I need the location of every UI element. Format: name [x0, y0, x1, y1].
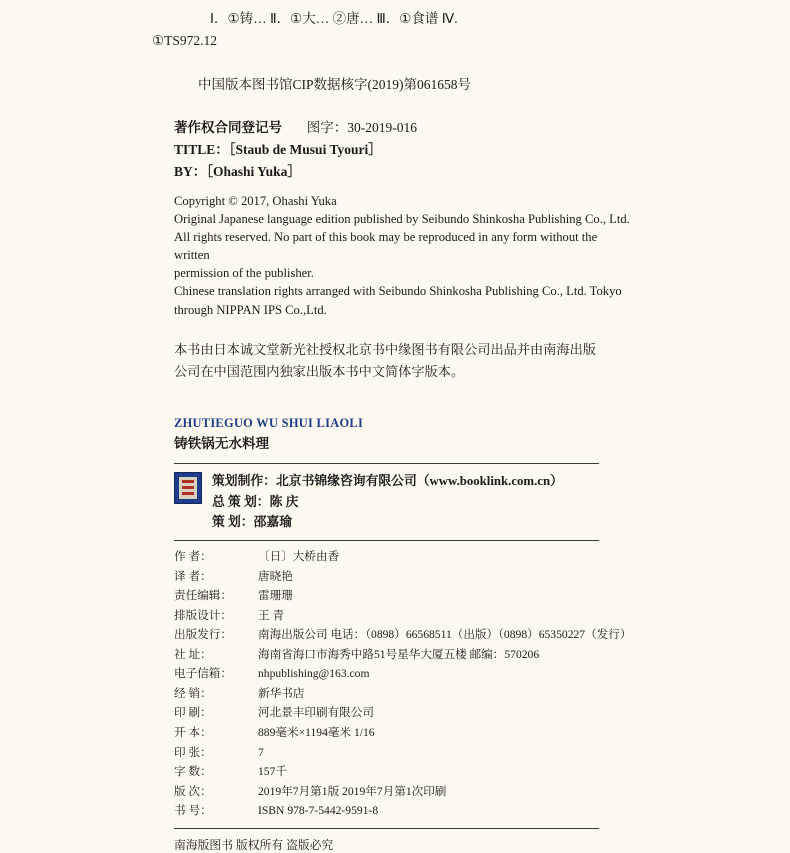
detail-label: 出版发行：	[174, 628, 232, 642]
detail-label: 印 刷：	[174, 706, 212, 720]
copyright-contract-line	[174, 117, 635, 139]
original-title-value: ［Staub de Musui Tyouri］	[228, 142, 382, 158]
detail-row-designer	[174, 606, 599, 626]
detail-row-distributor	[174, 684, 599, 704]
detail-label: 责任编辑：	[174, 589, 232, 603]
chief-planner-value: 陈 庆	[269, 494, 299, 509]
detail-value: 唐晓艳	[258, 569, 293, 583]
publication-details-block	[174, 541, 632, 820]
detail-value: 河北景丰印刷有限公司	[258, 706, 374, 720]
detail-value: 王 青	[258, 608, 285, 622]
book-title-pinyin: ZHUTIEGUO WU SHUI LIAOLI	[174, 416, 364, 431]
detail-row-translator	[174, 567, 599, 587]
cip-classification-code: ①TS972.12	[152, 32, 217, 48]
detail-label: 版 次：	[174, 784, 212, 798]
english-copyright-line: Chinese translation rights arranged with Seibundo Shinkosha Publishing Co., Ltd. Tokyo	[174, 284, 622, 299]
planner-row	[212, 512, 599, 533]
detail-label: 字 数：	[174, 765, 212, 779]
english-copyright-line: Original Japanese language edition published by Seibundo Shinkosha Publishing Co., Ltd.	[174, 211, 630, 226]
chinese-rights-statement: 本书由日本诚文堂新光社授权北京书中缘图书有限公司出品并由南海出版公司在中国范围内独家出版本书中文简体字版本。	[174, 341, 596, 380]
original-title-label: TITLE：	[174, 142, 229, 158]
producer-block	[174, 464, 599, 533]
original-author-value: ［Ohashi Yuka］	[206, 163, 301, 179]
english-copyright-line: Copyright © 2017, Ohashi Yuka	[174, 193, 337, 208]
detail-row-publisher	[174, 625, 632, 645]
detail-label: 作 者：	[174, 550, 212, 564]
detail-value: 雷珊珊	[258, 589, 293, 603]
cip-registration-number: 中国版本图书馆CIP数据核字(2019)第061658号	[198, 77, 471, 93]
detail-label: 社 址：	[174, 647, 212, 661]
cip-classification-line: Ⅰ．①铸… Ⅱ．①大… ②唐… Ⅲ．①食谱 Ⅳ.	[210, 11, 458, 26]
chief-planner-row	[212, 492, 599, 513]
book-title-chinese: 铸铁锅无水料理	[174, 435, 270, 451]
detail-row-isbn	[174, 801, 599, 821]
detail-label: 译 者：	[174, 569, 212, 583]
detail-label: 印 张：	[174, 745, 212, 759]
detail-row-address	[174, 645, 599, 665]
detail-value: 南海出版公司 电话：（0898）66568511（出版）（0898）65350227（发行）	[258, 628, 632, 642]
copyright-contract-label: 著作权合同登记号	[174, 120, 282, 136]
english-copyright-block	[174, 192, 635, 319]
english-copyright-line: through NIPPAN IPS Co.,Ltd.	[174, 302, 327, 317]
detail-value: 海南省海口市海秀中路51号星华大厦五楼 邮编：570206	[258, 647, 540, 661]
detail-label: 经 销：	[174, 686, 212, 700]
registration-block	[174, 117, 635, 183]
detail-value: nhpublishing@163.com	[258, 667, 370, 681]
detail-row-editor	[174, 586, 599, 606]
chief-planner-label: 总 策 划：	[212, 494, 270, 509]
planner-value: 邵嘉瑜	[253, 515, 292, 530]
detail-value: 〔日〕大桥由香	[258, 550, 340, 564]
producer-value: 北京书锦缘咨询有限公司（www.booklink.com.cn）	[275, 474, 563, 489]
detail-label: 电子信箱：	[174, 667, 232, 681]
detail-value: 7	[258, 745, 264, 759]
producer-row	[212, 471, 599, 492]
page-content	[152, 8, 635, 853]
detail-row-sheets	[174, 743, 599, 763]
publisher-logo-icon	[174, 472, 202, 504]
detail-row-email	[174, 664, 599, 684]
producer-label: 策划制作：	[212, 474, 276, 489]
detail-row-wordcount	[174, 762, 599, 782]
detail-row-printer	[174, 703, 599, 723]
detail-value: 新华书店	[258, 686, 305, 700]
detail-label: 排版设计：	[174, 608, 232, 622]
detail-value: 889毫米×1194毫米 1/16	[258, 725, 375, 739]
english-copyright-line: All rights reserved. No part of this book may be reproduced in any form without the written	[174, 230, 598, 263]
original-author-label: BY：	[174, 163, 207, 179]
original-title-line	[174, 139, 635, 161]
copyright-contract-number: 图字：30-2019-016	[306, 120, 417, 136]
detail-value: 157千	[258, 765, 287, 779]
detail-row-edition	[174, 782, 599, 802]
detail-label: 开 本：	[174, 725, 212, 739]
original-author-line	[174, 161, 635, 183]
detail-value: ISBN 978-7-5442-9591-8	[258, 804, 379, 818]
book-title-block	[174, 414, 635, 454]
footer-notice: 南海版图书 版权所有 盗版必究	[174, 837, 334, 852]
detail-label: 书 号：	[174, 804, 212, 818]
planner-label: 策 划：	[212, 515, 254, 530]
english-copyright-line: permission of the publisher.	[174, 266, 314, 281]
detail-row-author	[174, 547, 599, 567]
detail-value: 2019年7月第1版 2019年7月第1次印刷	[258, 784, 447, 798]
detail-row-format	[174, 723, 599, 743]
